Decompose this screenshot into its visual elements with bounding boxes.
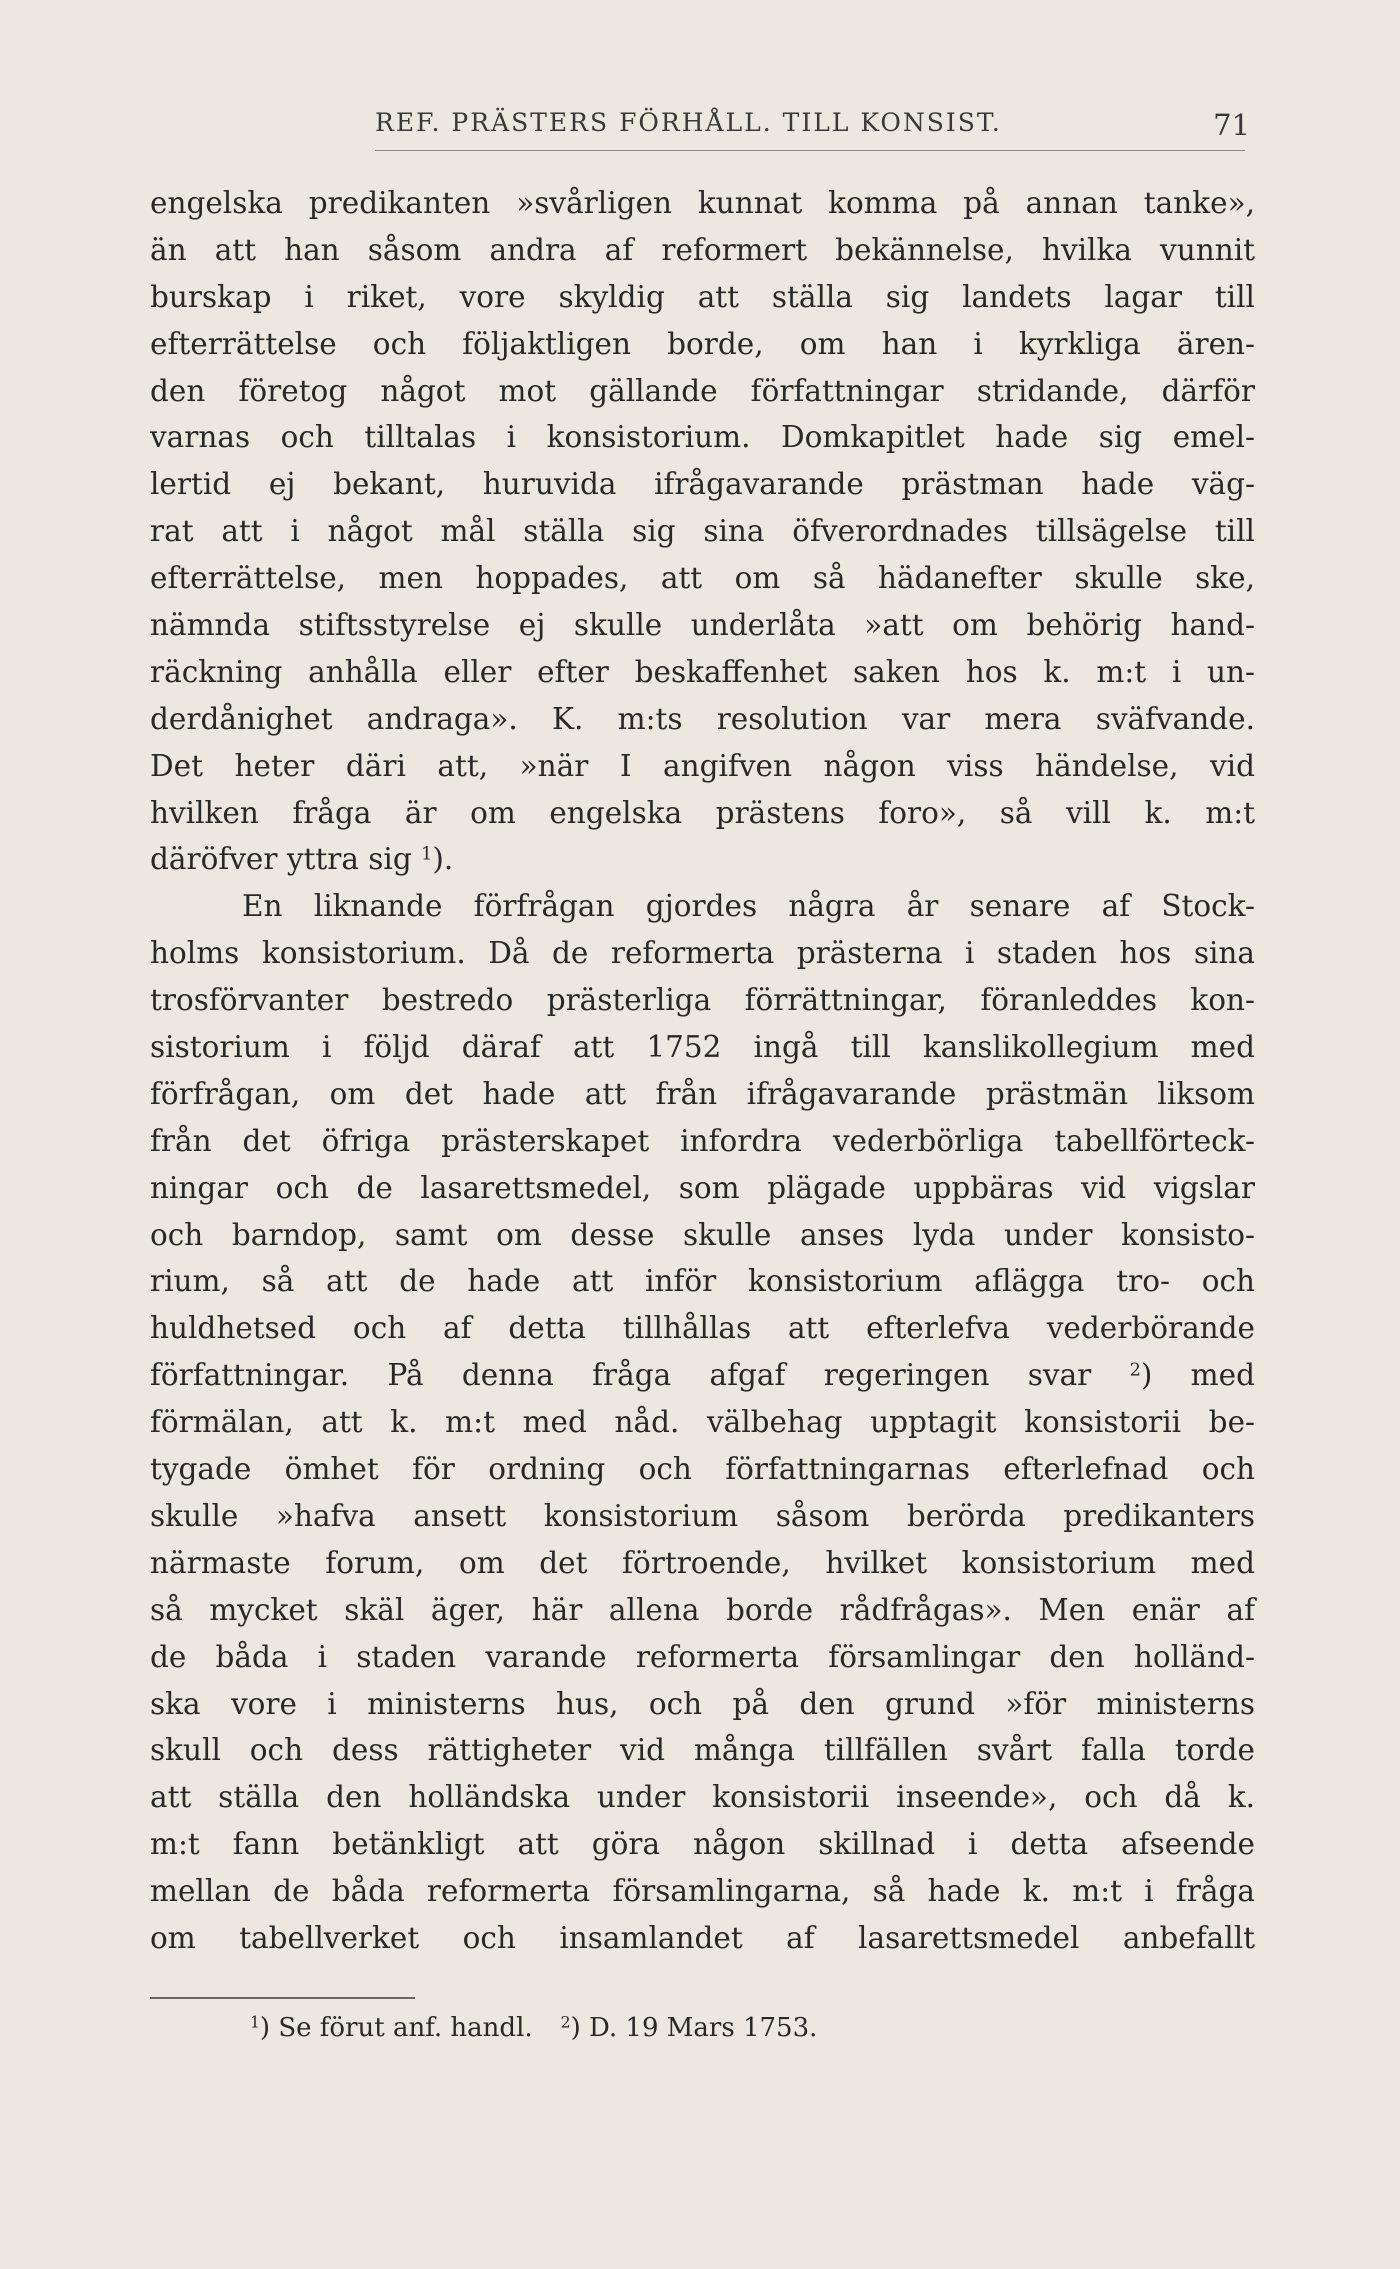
- page-number: 71: [1213, 108, 1250, 142]
- footnote-1: ) Se förut anf. handl.: [259, 2013, 533, 2043]
- text-line: holms konsistorium. Då de reformerta prästerna i staden hos sina: [150, 936, 1255, 971]
- text-line: de båda i staden varande reformerta församlingar den holländ-: [150, 1639, 1255, 1674]
- text-line: räckning anhålla eller efter beskaffenhet saken hos k. m:t i un-: [150, 654, 1255, 689]
- running-header: [375, 108, 1250, 148]
- text-line: nämnda stiftsstyrelse ej skulle underlåta »att om behörig hand-: [150, 608, 1255, 643]
- text-line: varnas och tilltalas i konsistorium. Domkapitlet hade sig emel-: [150, 420, 1255, 455]
- footnotes: [250, 2013, 817, 2043]
- text-line: den företog något mot gällande författningar stridande, därför: [150, 373, 1255, 408]
- footnote-ref: 2: [1129, 1360, 1141, 1381]
- footnote-2: ) D. 19 Mars 1753.: [570, 2013, 818, 2043]
- text-line: rium, så att de hade att inför konsistorium aflägga tro- och: [150, 1264, 1255, 1299]
- text-line: huldhetsed och af detta tillhållas att efterlefva vederbörande: [150, 1311, 1255, 1346]
- text-line: förfrågan, om det hade att från ifrågavarande prästmän liksom: [150, 1076, 1255, 1111]
- text-line: tygade ömhet för ordning och författningarnas efterlefnad och: [150, 1452, 1255, 1487]
- line-text: författningar. På denna fråga afgaf regeringen svar: [150, 1358, 1130, 1393]
- text-line: lertid ej bekant, huruvida ifrågavarande prästman hade väg-: [150, 467, 1255, 502]
- text-line: att ställa den holländska under konsistorii inseende», och då k.: [150, 1780, 1255, 1815]
- line-text: ) med: [1140, 1358, 1255, 1393]
- running-title: REF. PRÄSTERS FÖRHÅLL. TILL KONSIST.: [375, 108, 1002, 137]
- text-line: ningar och de lasarettsmedel, som plägade uppbäras vid vigslar: [150, 1170, 1255, 1205]
- text-line: så mycket skäl äger, här allena borde rådfrågas». Men enär af: [150, 1592, 1255, 1627]
- line-text: däröfver yttra sig: [150, 842, 422, 877]
- text-line: m:t fann betänkligt att göra någon skillnad i detta afseende: [150, 1827, 1255, 1862]
- text-line-with-footnote: [150, 836, 1255, 883]
- text-line: derdånighet andraga». K. m:ts resolution var mera sväfvande.: [150, 701, 1255, 736]
- text-line: skulle »hafva ansett konsistorium såsom berörda predikanters: [150, 1498, 1255, 1533]
- text-line: förmälan, att k. m:t med nåd. välbehag upptagit konsistorii be-: [150, 1405, 1255, 1440]
- text-line: från det öfriga prästerskapet infordra vederbörliga tabellförteck-: [150, 1123, 1255, 1158]
- text-line: än att han såsom andra af reformert bekännelse, hvilka vunnit: [150, 232, 1255, 267]
- text-line: rat att i något mål ställa sig sina öfverordnades tillsägelse till: [150, 514, 1255, 549]
- line-text: ).: [432, 842, 454, 877]
- body-text: [150, 180, 1255, 1962]
- footnote-ref: 1: [421, 844, 433, 865]
- paragraph-start: En liknande förfrågan gjordes några år senare af Stock-: [242, 889, 1255, 924]
- text-line: skull och dess rättigheter vid många tillfällen svårt falla torde: [150, 1733, 1255, 1768]
- text-line: och barndop, samt om desse skulle anses lyda under konsisto-: [150, 1217, 1255, 1252]
- text-line: ska vore i ministerns hus, och på den grund »för ministerns: [150, 1686, 1255, 1721]
- text-line: mellan de båda reformerta församlingarna, så hade k. m:t i fråga: [150, 1874, 1255, 1909]
- footnote-marker: 1: [250, 2013, 260, 2032]
- text-line: efterrättelse, men hoppades, att om så hädanefter skulle ske,: [150, 561, 1255, 596]
- text-line: engelska predikanten »svårligen kunnat komma på annan tanke»,: [150, 186, 1255, 220]
- text-line: trosförvanter bestredo prästerliga förrättningar, föranleddes kon-: [150, 983, 1255, 1018]
- footnote-rule: [150, 1997, 415, 1999]
- text-line: närmaste forum, om det förtroende, hvilket konsistorium med: [150, 1545, 1255, 1580]
- text-line: hvilken fråga är om engelska prästens foro», så vill k. m:t: [150, 795, 1255, 830]
- text-line: efterrättelse och följaktligen borde, om han i kyrkliga ären-: [150, 326, 1255, 361]
- footnote-marker: 2: [560, 2013, 571, 2032]
- text-line: burskap i riket, vore skyldig att ställa sig landets lagar till: [150, 279, 1255, 314]
- text-line: Det heter däri att, »när I angifven någon viss händelse, vid: [150, 748, 1255, 783]
- text-line: sistorium i följd däraf att 1752 ingå till kanslikollegium med: [150, 1030, 1255, 1065]
- text-line-with-footnote: [150, 1352, 1255, 1399]
- header-rule: [375, 150, 1245, 151]
- text-line: om tabellverket och insamlandet af lasarettsmedel anbefallt: [150, 1920, 1255, 1955]
